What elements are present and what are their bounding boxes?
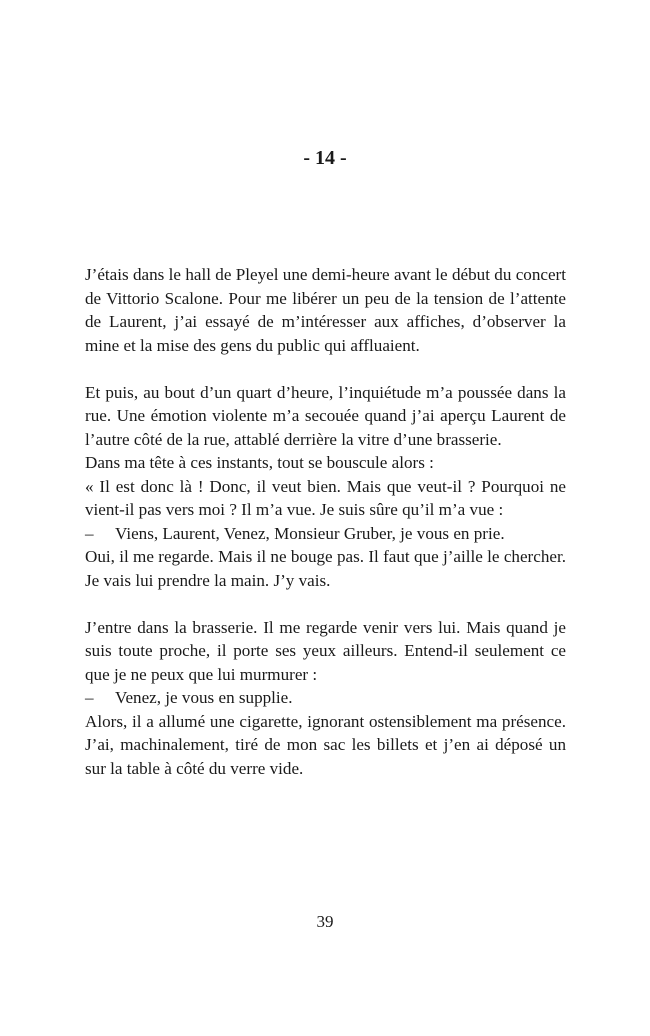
body-text [85,263,566,780]
dialog-dash: – [85,523,94,543]
paragraph-gap [85,592,566,616]
chapter-title: - 14 - [303,147,347,169]
paragraph-gap [85,357,566,381]
paragraph-1: J’étais dans le hall de Pleyel une demi-heure avant le début du concert de Vittorio Scalone. Pour me libérer un peu de la tension de l’attente de Laurent, j’ai essayé de m’intéresser aux affiches, d’observer la mine et la mise des gens du public qui affluaient. [85,265,566,355]
dialog-line-1 [85,522,566,546]
paragraph-7: J’entre dans la brasserie. Il me regarde venir vers lui. Mais quand je suis toute proche, il porte ses yeux ailleurs. Entend-il seulement ce que je ne peux que lui murmurer : [85,617,566,684]
page-number: 39 [316,912,334,931]
paragraph-6: Oui, il me regarde. Mais il ne bouge pas. Il faut que j’aille le chercher. Je vais lui prendre la main. J’y vais. [85,547,566,590]
dialog-text-2: Venez, je vous en supplie. [115,688,293,707]
paragraph-4: « Il est donc là ! Donc, il veut bien. Mais que veut-il ? Pourquoi ne vient-il pas vers moi ? Il m’a vue. Je suis sûre qu’il m’a vue : [85,476,566,519]
dialog-dash: – [85,688,94,707]
paragraph-9: Alors, il a allumé une cigarette, ignorant ostensiblement ma présence. J’ai, machinalement, tiré de mon sac les billets et j’en ai déposé un sur la table à côté du verre vide. [85,711,566,778]
paragraph-3: Dans ma tête à ces instants, tout se bouscule alors : [85,453,434,472]
dialog-line-2 [85,686,566,710]
paragraph-2: Et puis, au bout d’un quart d’heure, l’inquiétude m’a poussée dans la rue. Une émotion violente m’a secouée quand j’ai aperçu Laurent de l’autre côté de la rue, attablé derrière la vitre d’une brasserie. [85,382,566,449]
dialog-text-1: Viens, Laurent, Venez, Monsieur Gruber, je vous en prie. [115,523,505,543]
